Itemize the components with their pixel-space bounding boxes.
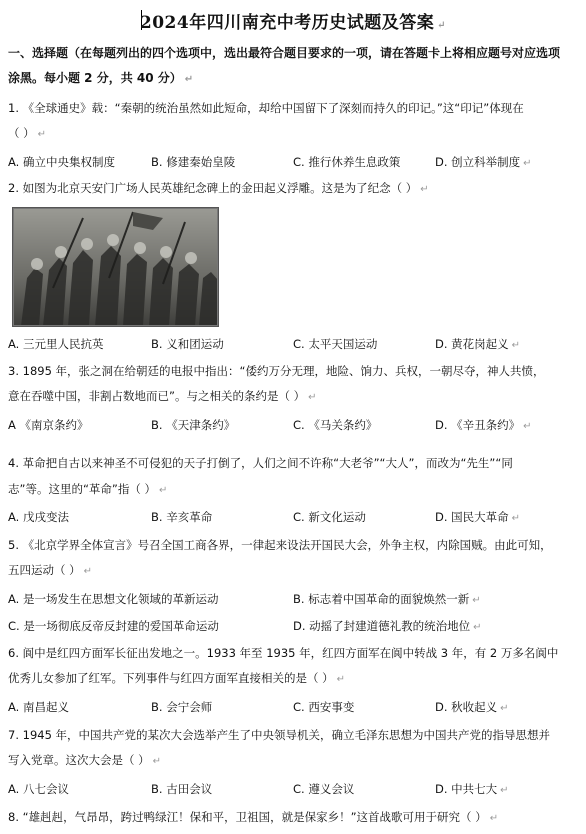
option-c: C. 推行休养生息政策 bbox=[293, 155, 401, 169]
question-4-line2: 志”等。这里的“革命”指（ ） ↵ bbox=[8, 482, 168, 496]
option-b: B. 《天津条约》 bbox=[151, 418, 236, 432]
option-d: D. 创立科举制度 ↵ bbox=[435, 155, 532, 169]
question-3-options bbox=[8, 416, 580, 434]
question-1-line2: （ ） ↵ bbox=[8, 126, 47, 140]
question-7-options bbox=[8, 780, 580, 798]
question-6-line1: 6. 阆中是红四方面军长征出发地之一。1933 年至 1935 年，红四方面军在阆中转战 3 年，有 2 万多名阆中 bbox=[8, 646, 559, 660]
question-5-options-row2 bbox=[8, 617, 580, 635]
option-c: C. 新文化运动 bbox=[293, 510, 366, 524]
option-b: B. 修建秦始皇陵 bbox=[151, 155, 236, 169]
question-7-line2: 写入党章。这次大会是（ ） ↵ bbox=[8, 753, 162, 767]
option-a: A. 三元里人民抗英 bbox=[8, 337, 104, 351]
question-1-options bbox=[8, 153, 580, 171]
option-a: A. 确立中央集权制度 bbox=[8, 155, 115, 169]
jintian-uprising-relief-image bbox=[12, 207, 219, 327]
question-3-line2: 意在吞噬中国，非割占数地而已”。与之相关的条约是（ ） ↵ bbox=[8, 389, 317, 403]
option-c: C. 《马关条约》 bbox=[293, 418, 378, 432]
question-6-options bbox=[8, 698, 580, 716]
option-a: A. 八七会议 bbox=[8, 782, 69, 796]
option-d: D. 动摇了封建道德礼教的统治地位 ↵ bbox=[293, 619, 482, 633]
option-a: A. 是一场发生在思想文化领域的革新运动 bbox=[8, 592, 219, 606]
option-a: A. 南昌起义 bbox=[8, 700, 69, 714]
question-6-line2: 优秀儿女参加了红军。下列事件与红四方面军直接相关的是（ ） ↵ bbox=[8, 671, 346, 685]
option-a: A 《南京条约》 bbox=[8, 418, 89, 432]
question-3-line1: 3. 1895 年，张之洞在给朝廷的电报中指出：“倭约万分无理，地险、饷力、兵权，一朝尽夺，神人共愤， bbox=[8, 364, 545, 378]
option-a: A. 戊戌变法 bbox=[8, 510, 69, 524]
option-b: B. 古田会议 bbox=[151, 782, 213, 796]
section-heading-line2: 涂黑。每小题 2 分，共 40 分） ↵ bbox=[8, 71, 194, 85]
question-4-line1: 4. 革命把自古以来神圣不可侵犯的天子打倒了，人们之间不许称“大老爷”“大人”，而改为“先生”“同 bbox=[8, 456, 513, 470]
option-d: D. 秋收起义 ↵ bbox=[435, 700, 509, 714]
question-1-line1: 1. 《全球通史》载：“秦朝的统治虽然如此短命，却给中国留下了深刻而持久的印记。”这“印记”体现在 bbox=[8, 101, 524, 115]
option-c: C. 是一场彻底反帝反封建的爱国革命运动 bbox=[8, 619, 219, 633]
option-d: D. 国民大革命 ↵ bbox=[435, 510, 521, 524]
question-7-line1: 7. 1945 年，中国共产党的某次大会选举产生了中央领导机关，确立毛泽东思想为中国共产党的指导思想并 bbox=[8, 728, 551, 742]
question-2-options bbox=[8, 335, 580, 353]
return-mark: ↵ bbox=[437, 20, 447, 31]
question-2-line1: 2. 如图为北京天安门广场人民英雄纪念碑上的金田起义浮雕。这是为了纪念（ ） ↵ bbox=[8, 181, 429, 195]
option-c: C. 西安事变 bbox=[293, 700, 355, 714]
option-c: C. 遵义会议 bbox=[293, 782, 355, 796]
option-b: B. 会宁会师 bbox=[151, 700, 213, 714]
option-b: B. 义和团运动 bbox=[151, 337, 224, 351]
option-d: D. 黄花岗起义 ↵ bbox=[435, 337, 521, 351]
question-4-options bbox=[8, 508, 580, 526]
question-5-line1: 5. 《北京学界全体宣言》号召全国工商各界，一律起来设法开国民大会，外争主权，内除国贼。由此可知， bbox=[8, 538, 552, 552]
option-d: D. 《辛丑条约》 ↵ bbox=[435, 418, 532, 432]
section-heading-line1: 一、选择题（在每题列出的四个选项中，选出最符合题目要求的一项，请在答题卡上将相应题号对应选项 bbox=[8, 46, 561, 60]
option-b: B. 标志着中国革命的面貌焕然一新 ↵ bbox=[293, 592, 481, 606]
option-d: D. 中共七大 ↵ bbox=[435, 782, 509, 796]
option-b: B. 辛亥革命 bbox=[151, 510, 213, 524]
page-title: 2024年四川南充中考历史试题及答案 ↵ bbox=[139, 13, 447, 33]
question-8-line1: 8. “雄赳赳，气昂昂，跨过鸭绿江！保和平，卫祖国，就是保家乡！”这首战歌可用于研究（ ） ↵ bbox=[8, 810, 499, 824]
relief-illustration bbox=[13, 208, 218, 326]
question-5-line2: 五四运动（ ） ↵ bbox=[8, 563, 93, 577]
option-c: C. 太平天国运动 bbox=[293, 337, 378, 351]
question-5-options-row1 bbox=[8, 590, 580, 608]
